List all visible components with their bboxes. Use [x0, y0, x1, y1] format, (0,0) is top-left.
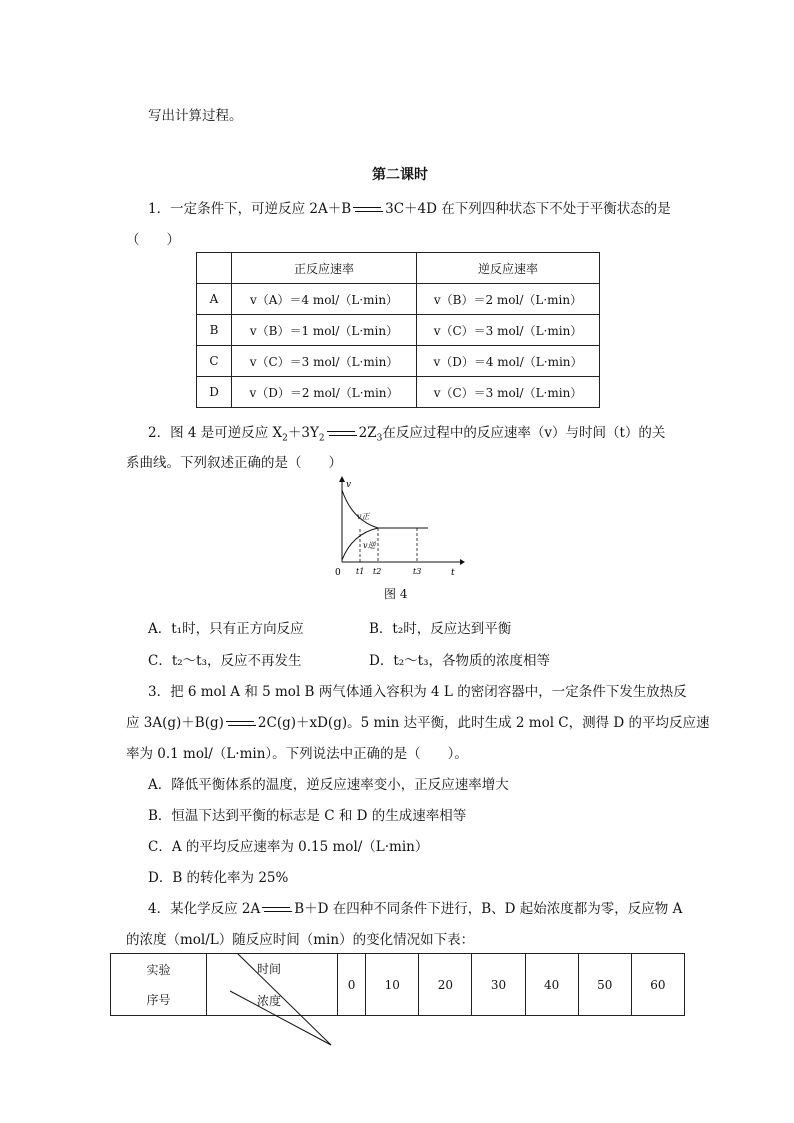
time-label: 时间 — [257, 962, 282, 976]
exp-label-bottom: 序号 — [146, 992, 171, 1007]
time-cell: 20 — [419, 954, 472, 1016]
q3-option-b: B．恒温下达到平衡的标志是 C 和 D 的生成速率相等 — [148, 808, 467, 824]
x-axis-arrow-icon — [460, 559, 465, 565]
time-cell: 60 — [631, 954, 684, 1016]
table-cell: C — [197, 346, 232, 377]
table-row — [197, 377, 600, 408]
forward-rate-label: v正 — [357, 512, 370, 521]
conc-label: 浓度 — [257, 994, 282, 1008]
q1-rate-table — [196, 252, 600, 408]
q3-option-d: D．B 的转化率为 25% — [148, 870, 289, 886]
q2-option-c: C．t₂～t₃，反应不再发生 — [148, 653, 302, 669]
q2-line1: 2．图 4 是可逆反应 $X_2+3Y_2$ $2Z_3$在反应过程中的反应速率（v）与时间（t）的关 — [148, 425, 666, 444]
q3-line2: 应 3A(g)＋B(g) 2C(g)＋xD(g)。5 min 达平衡，此时生成 2 mol C，测得 D 的平均反应速 — [126, 715, 710, 731]
table-cell: v（A）＝4 mol/（L·min） — [232, 284, 417, 315]
diagonal-lines — [230, 953, 340, 1053]
table-cell: v（C）＝3 mol/（L·min） — [232, 346, 417, 377]
figure-caption: 图 4 — [384, 587, 408, 601]
y-axis-arrow-icon — [339, 476, 345, 482]
diagonal-line — [230, 991, 331, 1045]
q2-line2: 系曲线。下列叙述正确的是（ ） — [126, 455, 342, 471]
rate-time-figure — [330, 472, 465, 582]
reversible-arrow-icon — [262, 905, 292, 915]
x-axis-label: t — [451, 568, 455, 578]
reversible-arrow-icon — [353, 205, 383, 215]
table-cell: v（B）＝1 mol/（L·min） — [232, 315, 417, 346]
diagonal-line — [237, 953, 331, 1045]
calc-instruction: 写出计算过程。 — [148, 108, 243, 124]
q4-line1: 4．某化学反应 2A B＋D 在四种不同条件下进行，B、D 起始浓度都为零，反应物 A — [148, 901, 683, 917]
tick-label-t2: t2 — [373, 567, 382, 576]
table-header-forward: 正反应速率 — [232, 253, 417, 284]
table-cell: v（C）＝3 mol/（L·min） — [417, 315, 600, 346]
section-title: 第二课时 — [372, 167, 428, 183]
table-row — [197, 346, 600, 377]
q3-line3: 率为 0.1 mol/（L·min）。下列说法中正确的是（ ）。 — [126, 746, 468, 762]
q2-option-a: A．t₁时，只有正方向反应 — [148, 621, 304, 637]
table-row — [197, 284, 600, 315]
forward-rate-curve — [342, 490, 378, 528]
q1-text: 1．一定条件下，可逆反应 2A＋B 3C＋4D 在下列四种状态下不处于平衡状态的是 — [148, 201, 671, 217]
table-header-row — [197, 253, 600, 284]
origin-label: 0 — [335, 568, 341, 578]
y-axis-label: v — [346, 480, 352, 490]
table-cell: v（D）＝2 mol/（L·min） — [232, 377, 417, 408]
table-cell: v（D）＝4 mol/（L·min） — [417, 346, 600, 377]
table-cell — [197, 253, 232, 284]
q4-concentration-table — [110, 953, 685, 1016]
exp-label-top: 实验 — [146, 962, 171, 977]
reversible-arrow-icon — [327, 429, 357, 439]
time-cell: 0 — [338, 954, 366, 1016]
q3-option-a: A．降低平衡体系的温度，逆反应速率变小，正反应速率增大 — [148, 777, 509, 793]
reverse-rate-label: v逆 — [363, 541, 376, 550]
q3-line1: 3．把 6 mol A 和 5 mol B 两气体通入容积为 4 L 的密闭容器中，一定条件下发生放热反 — [148, 684, 687, 700]
table-row — [197, 315, 600, 346]
table-cell: D — [197, 377, 232, 408]
table-cell: B — [197, 315, 232, 346]
time-cell: 40 — [525, 954, 578, 1016]
reversible-arrow-icon — [226, 719, 256, 729]
q2-option-d: D．t₂～t₃，各物质的浓度相等 — [369, 653, 550, 669]
exp-label-cell — [111, 954, 207, 1016]
table-cell: A — [197, 284, 232, 315]
time-cell: 50 — [578, 954, 631, 1016]
table-header-reverse: 逆反应速率 — [417, 253, 600, 284]
tick-label-t1: t1 — [356, 567, 365, 576]
time-cell: 30 — [472, 954, 525, 1016]
tick-label-t3: t3 — [413, 567, 422, 576]
time-cell: 10 — [366, 954, 419, 1016]
table-header-row — [111, 954, 685, 1016]
table-cell: v（C）＝3 mol/（L·min） — [417, 377, 600, 408]
q4-line2: 的浓度（mol/L）随反应时间（min）的变化情况如下表： — [126, 932, 475, 948]
table-cell: v（B）＝2 mol/（L·min） — [417, 284, 600, 315]
q2-option-b: B．t₂时，反应达到平衡 — [369, 621, 512, 637]
q3-option-c: C．A 的平均反应速率为 0.15 mol/（L·min） — [148, 839, 429, 855]
q1-blank: （ ） — [126, 232, 180, 248]
